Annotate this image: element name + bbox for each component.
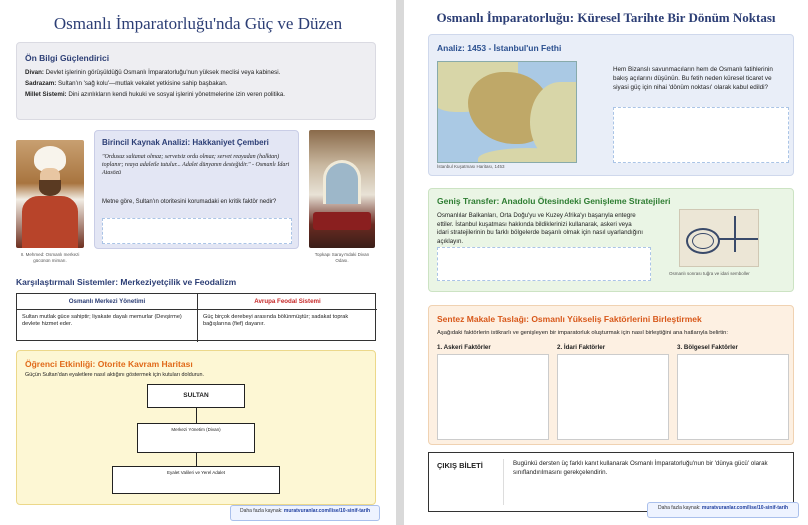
portrait-caption: II. Mehmed: Osmanlı merkezi gücünün mimarı. [20,252,80,263]
comparison-cell-ottoman: Sultan mutlak güce sahiptir; liyakate dayalı memurlar (Devşirme) devlete hizmet eder. [22,314,182,327]
primary-source-quote: "Ordusuz saltanat olmaz; servetsiz ordu olmaz; servet reayadan (halktan) toplanır; reaya adaletle tutulur... Adalet dünyanın desteğidir." - Osmanlı İdari Atasözü [102,154,290,176]
activity-heading: Öğrenci Etkinliği: Otorite Kavram Haritası [25,359,193,369]
synthesis-box [428,305,794,445]
right-page [404,0,808,525]
connector-line [196,408,197,423]
exit-ticket-heading: ÇIKIŞ BİLETİ [437,461,483,470]
more-resources-link[interactable]: Daha fazla kaynak: muratvuranlar.com/lise/10-sinif-tarih [230,505,380,521]
term-millet: Millet Sistemi: Dini azınlıkların kendi hukuki ve sosyal işlerini yönetmelerine izin veren politika. [25,91,286,98]
comparison-cell-feudal: Güç birçok derebeyi arasında bölünmüştür; sadakat toprak bağışlarına (fief) dayanır. [203,314,349,327]
factor-label-military: 1. Askeri Faktörler [437,344,491,351]
primary-source-answer-field[interactable] [102,218,292,244]
synthesis-prompt: Aşağıdaki faktörlerin istikrarlı ve genişleyen bir imparatorluk oluşturmak için nasıl birleştiğini ana hatlarıyla belirtin: [437,330,728,336]
prior-knowledge-box [16,42,376,120]
synthesis-heading: Sentez Makale Taslağı: Osmanlı Yükseliş Faktörlerini Birleştirmek [437,314,702,324]
more-resources-link[interactable]: Daha fazla kaynak: muratvuranlar.com/lise/10-sinif-tarih [647,502,799,518]
factor-field-regional[interactable] [677,354,789,440]
sultan-portrait-image [16,140,84,248]
comparison-table [16,293,376,341]
transfer-answer-field[interactable] [437,247,651,281]
comparison-header-ottoman: Osmanlı Merkezi Yönetimi [17,294,197,310]
transfer-question: Osmanlılar Balkanları, Orta Doğu'yu ve Kuzey Afrika'yı başarıyla entegre ettiler. İstanbul kuşatması hakkında bildiklerinizi kullanarak, askeri veya idari stratejilerinin bu farklı bölgelerde başarılı olmak için nasıl uyarlandığını açıklayın. [437,212,644,245]
page-title: Osmanlı İmparatorluğu: Küresel Tarihte Bir Dönüm Noktası [436,10,776,25]
exit-ticket-question: Bugünkü dersten üç farklı kanıt kullanarak Osmanlı İmparatorluğu'nun bir 'dünya gücü' olarak sınıflandırılmasını gerekçelendirin. [513,460,768,476]
analysis-heading: Analiz: 1453 - İstanbul'un Fethi [437,43,562,53]
comparison-header-feudal: Avrupa Feodal Sistemi [198,294,377,310]
analysis-question: Hem Bizanslı savunmacıların hem de Osmanlı fatihlerinin bakış açılarını düşünün. Bu fetih neden küresel ticaret ve siyasi güç için nihai 'dönüm noktası' olarak kabul edildi? [613,66,773,91]
comparison-col-feudal [197,294,377,342]
divider [503,459,504,505]
term-sadrazam: Sadrazam: Sultan'ın 'sağ kolu'—mutlak vekalet yetkisine sahip başbakan. [25,80,228,87]
factor-field-military[interactable] [437,354,549,440]
concept-map-activity [16,350,376,505]
factor-label-admin: 2. İdari Faktörler [557,344,606,351]
concept-node-central-admin[interactable]: Merkezi Yönetim (Divan) [137,423,255,453]
factor-label-regional: 3. Bölgesel Faktörler [677,344,738,351]
transfer-box [428,188,794,292]
prior-knowledge-heading: Ön Bilgi Güçlendirici [25,53,110,63]
factor-field-admin[interactable] [557,354,669,440]
left-page [0,0,396,525]
concept-node-sultan: SULTAN [147,384,245,408]
divan-room-image [309,130,375,248]
comparison-title: Karşılaştırmalı Sistemler: Merkeziyetçilik ve Feodalizm [16,277,237,287]
tugra-image [679,209,759,267]
analysis-answer-field[interactable] [613,107,789,163]
primary-source-box [94,130,299,249]
palace-caption: Topkapı Sarayı'ndaki Divan Odası. [314,252,370,263]
transfer-heading: Geniş Transfer: Anadolu Ötesindeki Genişleme Stratejileri [437,196,671,206]
analysis-box [428,34,794,176]
connector-line [196,453,197,466]
siege-map-image [437,61,577,163]
primary-source-question: Metne göre, Sultan'ın otoritesini korumadaki en kritik faktör nedir? [102,199,277,205]
tugra-caption: Osmanlı sonrası tuğra ve idari semboller [669,271,750,276]
concept-node-provinces[interactable]: Eyalet Valileri ve Yerel Adalet [112,466,280,494]
term-divan: Divan: Devlet işlerinin görüşüldüğü Osmanlı İmparatorluğu'nun yüksek meclisi veya kabinesi. [25,69,281,76]
comparison-col-ottoman [17,294,197,342]
page-title: Osmanlı İmparatorluğu'nda Güç ve Düzen [53,14,343,33]
primary-source-heading: Birincil Kaynak Analizi: Hakkaniyet Çemberi [102,138,269,147]
activity-subtitle: Güçün Sultan'dan eyaletlere nasıl aktığını göstermek için kutuları doldurun. [25,372,205,378]
map-caption: İstanbul Kuşatması Haritası, 1453 [437,164,505,169]
